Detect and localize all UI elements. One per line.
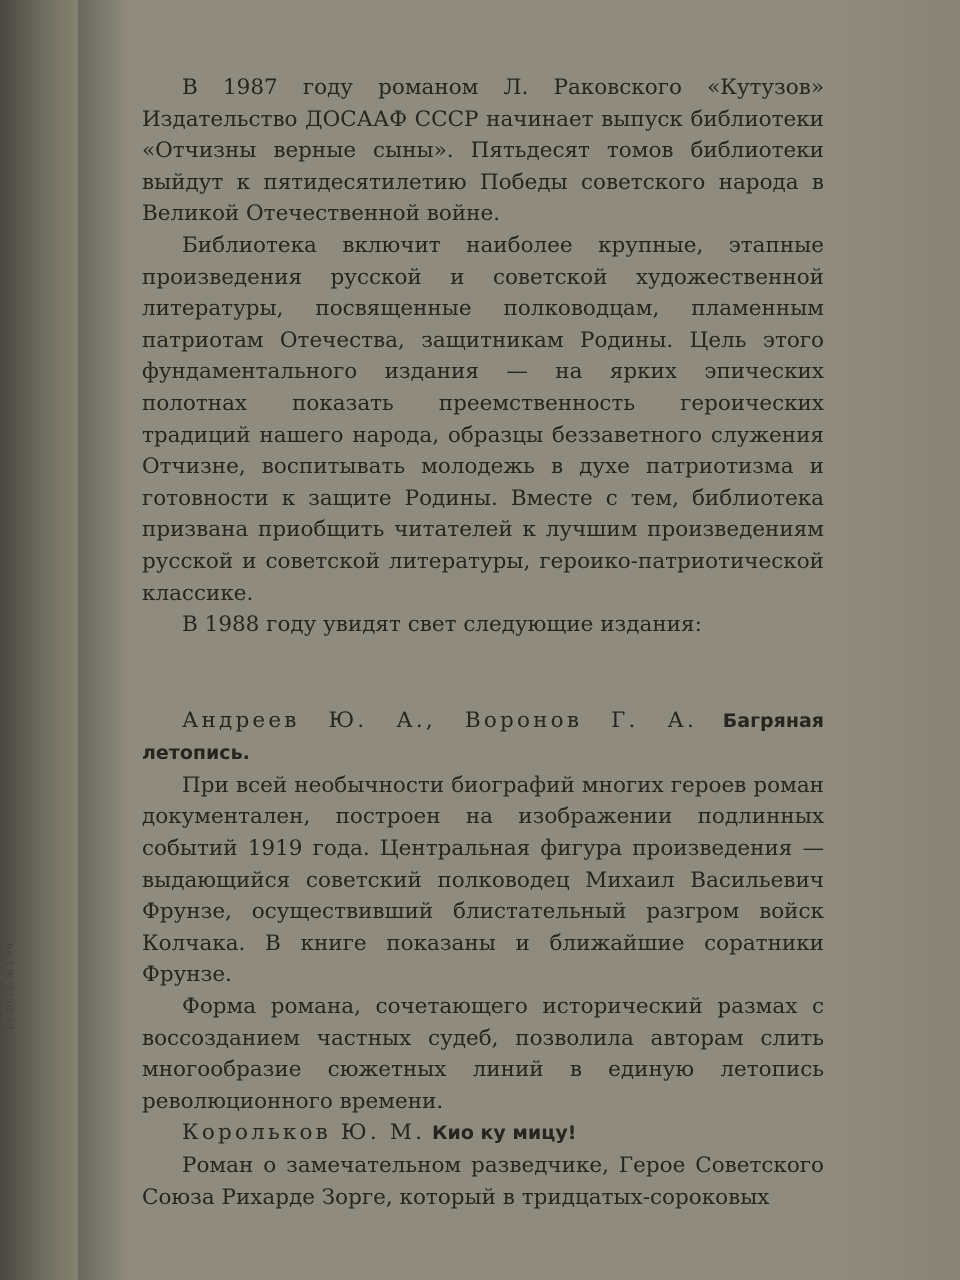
intro-paragraph-1: В 1987 году романом Л. Раковского «Кутузов» Издательство ДОСААФ СССР начинает выпуск библиотеки «Отчизны верные сыны». Пятьдесят томов библиотеки выйдут к пятидесятилетию Победы советского народа в Великой Отечественной войне. bbox=[142, 75, 824, 227]
section-gap bbox=[142, 641, 824, 705]
page-shadow bbox=[840, 0, 960, 1280]
book-2-paragraph-1: Роман о замечательном разведчике, Герое Советского Союза Рихарде Зорге, который в тридцатых-сороковых bbox=[142, 1153, 824, 1210]
book-entry-1-heading bbox=[142, 705, 824, 770]
book-entry-2-heading bbox=[142, 1117, 824, 1150]
intro-paragraph-3: В 1988 году увидят свет следующие издания: bbox=[182, 612, 702, 638]
facing-page-edge bbox=[0, 0, 78, 1280]
book-1-paragraph-1: При всей необычности биографий многих героев роман документален, построен на изображении подлинных событий 1919 года. Центральная фигура произведения — выдающийся советский полководец Михаил Васильевич Фрунзе, осуществивший блистательный разгром войск Колчака. В книге показаны и ближайшие соратники Фрунзе. bbox=[142, 772, 824, 988]
book-1-title: Багряная летопись. bbox=[142, 709, 824, 765]
book-2-title: Кио ку мицу! bbox=[432, 1122, 577, 1145]
page-text-block bbox=[142, 72, 824, 1213]
book-gutter-shadow bbox=[78, 0, 128, 1280]
intro-paragraph-2: Библиотека включит наиболее крупные, этапные произведения русской и советской художественной литературы, посвященные полководцам, пламенным патриотам Отечества, защитникам Родины. Цель этого фундаментального издания — на ярких эпических полотнах показать преемственность героических традиций нашего народа, образцы беззаветного служения Отчизне, воспитывать молодежь в духе патриотизма и готовности к защите Родины. Вместе с тем, библиотека призвана приобщить читателей к лучшим произведениям русской и советской литературы, героико-патриотической классике. bbox=[142, 232, 824, 606]
book-2-authors: Корольков Ю. М. bbox=[182, 1120, 426, 1146]
book-1-authors: Андреев Ю. А., Воронов Г. А. bbox=[182, 707, 698, 733]
book-1-paragraph-2: Форма романа, сочетающего исторический размах с воссозданием частных судеб, позволила авторам слить многообразие сюжетных линий в единую летопись революционного времени. bbox=[142, 994, 824, 1114]
margin-print-marks bbox=[4, 992, 18, 1030]
